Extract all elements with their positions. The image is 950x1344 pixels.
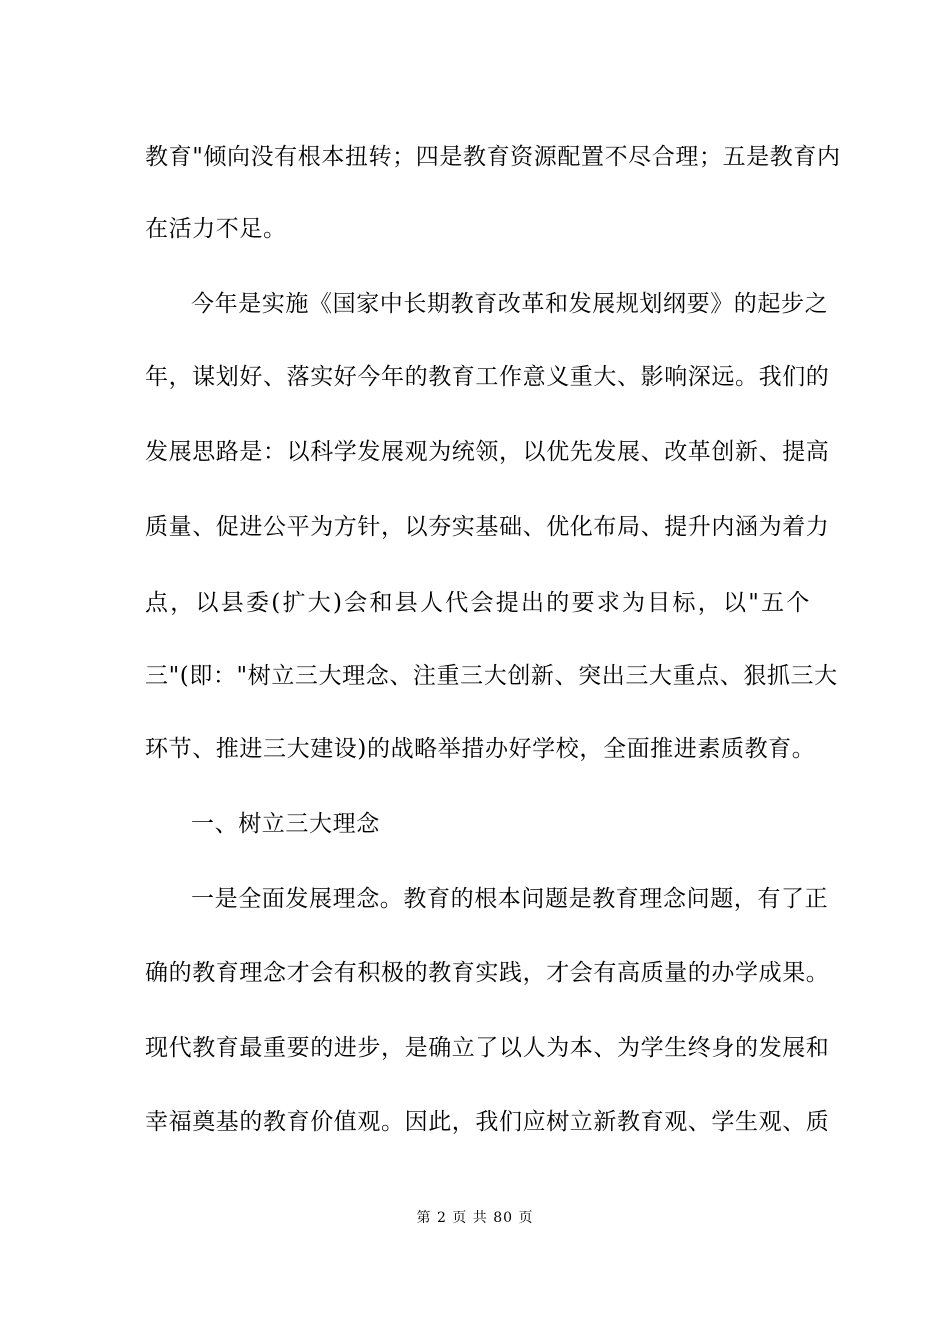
text-line: 现代教育最重要的进步，是确立了以人为本、为学生终身的发展和 bbox=[145, 1035, 830, 1061]
paragraph-start-line: 今年是实施《国家中长期教育改革和发展规划纲要》的起步之 bbox=[191, 291, 829, 317]
text-line: 环节、推进三大建设)的战略举措办好学校，全面推进素质教育。 bbox=[145, 736, 816, 762]
text-line: 质量、促进公平为方针，以夯实基础、优化布局、提升内涵为着力 bbox=[145, 514, 830, 540]
text-line: 在活力不足。 bbox=[145, 216, 287, 242]
text-line: 教育"倾向没有根本扭转；四是教育资源配置不尽合理；五是教育内 bbox=[145, 144, 841, 170]
text-line: 三"(即："树立三大理念、注重三大创新、突出三大重点、狠抓三大 bbox=[145, 663, 838, 689]
text-line: 点，以县委(扩大)会和县人代会提出的要求为目标，以"五个 bbox=[145, 590, 810, 616]
paragraph-start-line: 一是全面发展理念。教育的根本问题是教育理念问题，有了正 bbox=[191, 886, 829, 912]
text-line: 发展思路是：以科学发展观为统领，以优先发展、改革创新、提高 bbox=[145, 439, 830, 465]
text-line: 确的教育理念才会有积极的教育实践，才会有高质量的办学成果。 bbox=[145, 960, 830, 986]
page-number-footer: 第 2 页 共 80 页 bbox=[416, 1210, 534, 1226]
text-line: 年，谋划好、落实好今年的教育工作意义重大、影响深远。我们的 bbox=[145, 364, 830, 390]
section-heading: 一、树立三大理念 bbox=[191, 811, 380, 837]
text-line: 幸福奠基的教育价值观。因此，我们应树立新教育观、学生观、质 bbox=[145, 1109, 830, 1135]
